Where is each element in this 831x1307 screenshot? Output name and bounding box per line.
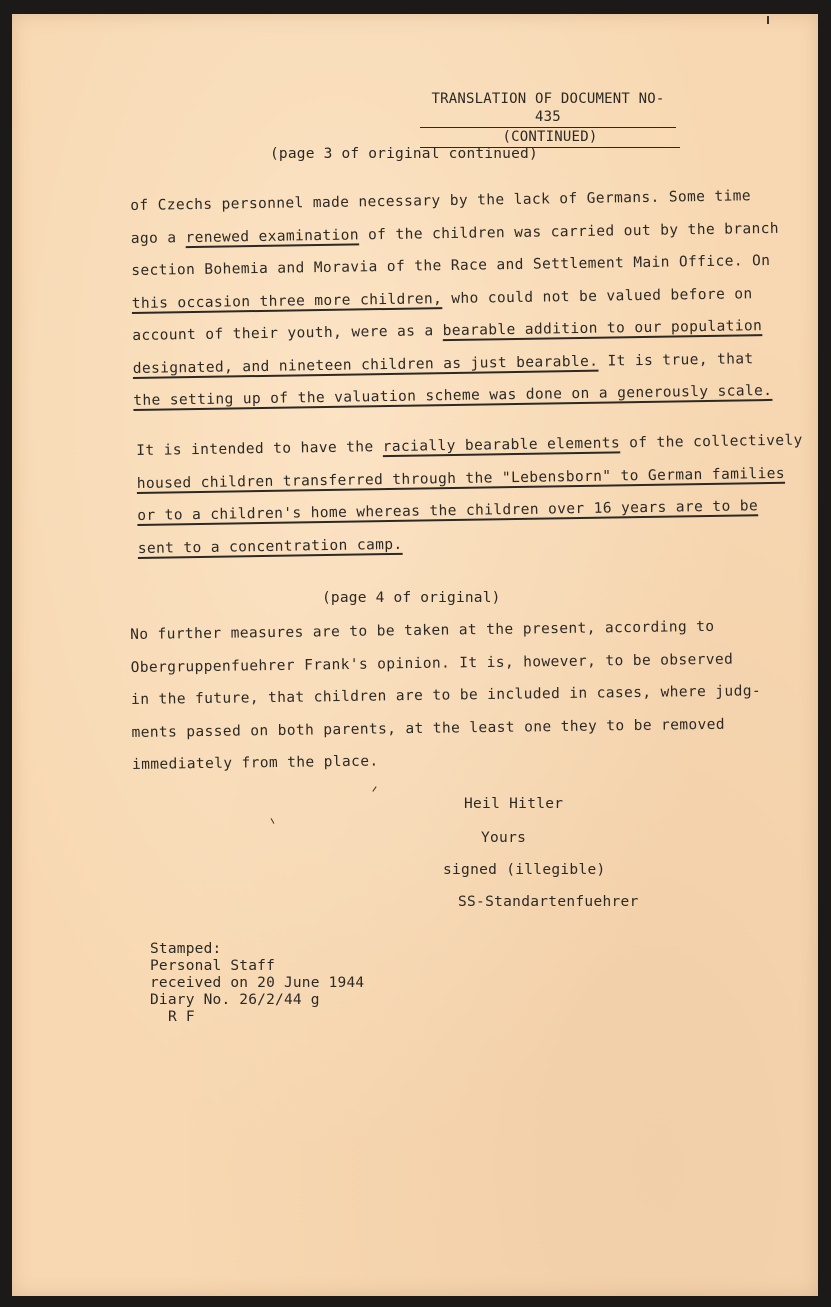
underlined-text: bearable addition to our population xyxy=(442,318,763,340)
page-note-4: (page 4 of original) xyxy=(322,590,501,606)
underlined-text: this occasion three more children, xyxy=(131,290,443,312)
text-line: immediately from the place. xyxy=(131,753,379,773)
closing-yours: Yours xyxy=(481,830,527,846)
continued-label: (CONTINUED) xyxy=(420,128,680,148)
stamp-line: R F xyxy=(168,1009,195,1025)
text-segment: It is intended to have the xyxy=(136,439,383,459)
paragraph-2 xyxy=(136,425,804,565)
text-segment: account of their youth, were as a xyxy=(132,323,443,344)
underlined-text: sent to a concentration camp. xyxy=(137,536,403,557)
underlined-text: renewed examination xyxy=(185,226,360,246)
stamp-line: Diary No. 26/2/44 g xyxy=(150,992,320,1008)
document-heading xyxy=(420,90,676,148)
underlined-text: housed children transferred through the "Lebensborn" to German families xyxy=(136,465,786,492)
text-line: section Bohemia and Moravia of the Race and Settlement Main Office. On xyxy=(131,252,771,279)
text-line: No further measures are to be taken at the present, according to xyxy=(130,618,715,643)
document-title: TRANSLATION OF DOCUMENT NO-435 xyxy=(420,90,676,128)
closing-rank: SS-Standartenfuehrer xyxy=(458,894,639,910)
hole-punch-mark xyxy=(767,16,769,24)
text-line: in the future, that children are to be included in cases, where judg- xyxy=(131,683,762,708)
text-line: Obergruppenfuehrer Frank's opinion. It is, however, to be observed xyxy=(130,651,734,676)
closing-signature: signed (illegible) xyxy=(443,862,606,878)
paragraph-3 xyxy=(130,610,762,781)
underlined-text: the setting up of the valuation scheme was done on a generously scale. xyxy=(133,382,773,409)
text-segment: of the collectively xyxy=(619,432,803,452)
stamp-line: Personal Staff xyxy=(150,958,276,974)
stamp-block xyxy=(150,941,364,1026)
paragraph-1 xyxy=(130,180,782,418)
underlined-text: racially bearable elements xyxy=(382,435,621,456)
pencil-mark xyxy=(271,818,275,824)
page-note-3: (page 3 of original continued) xyxy=(270,146,538,162)
text-segment: who could not be valued before on xyxy=(442,285,753,307)
stamp-line: received on 20 June 1944 xyxy=(150,975,365,991)
closing-salutation: Heil Hitler xyxy=(464,796,564,812)
underlined-text: designated, and nineteen children as just bearable. xyxy=(132,353,599,377)
text-segment: ago a xyxy=(130,229,186,247)
stamp-line: Stamped: xyxy=(150,941,222,957)
text-segment: It is true, that xyxy=(598,350,754,370)
document-page xyxy=(12,14,818,1296)
text-line: of Czechs personnel made necessary by the lack of Germans. Some time xyxy=(130,188,752,214)
text-segment: of the children was carried out by the branch xyxy=(358,220,780,243)
pencil-mark xyxy=(372,786,376,791)
text-line: ments passed on both parents, at the least one they to be removed xyxy=(131,716,726,741)
underlined-text: or to a children's home whereas the children over 16 years are to be xyxy=(137,498,759,524)
